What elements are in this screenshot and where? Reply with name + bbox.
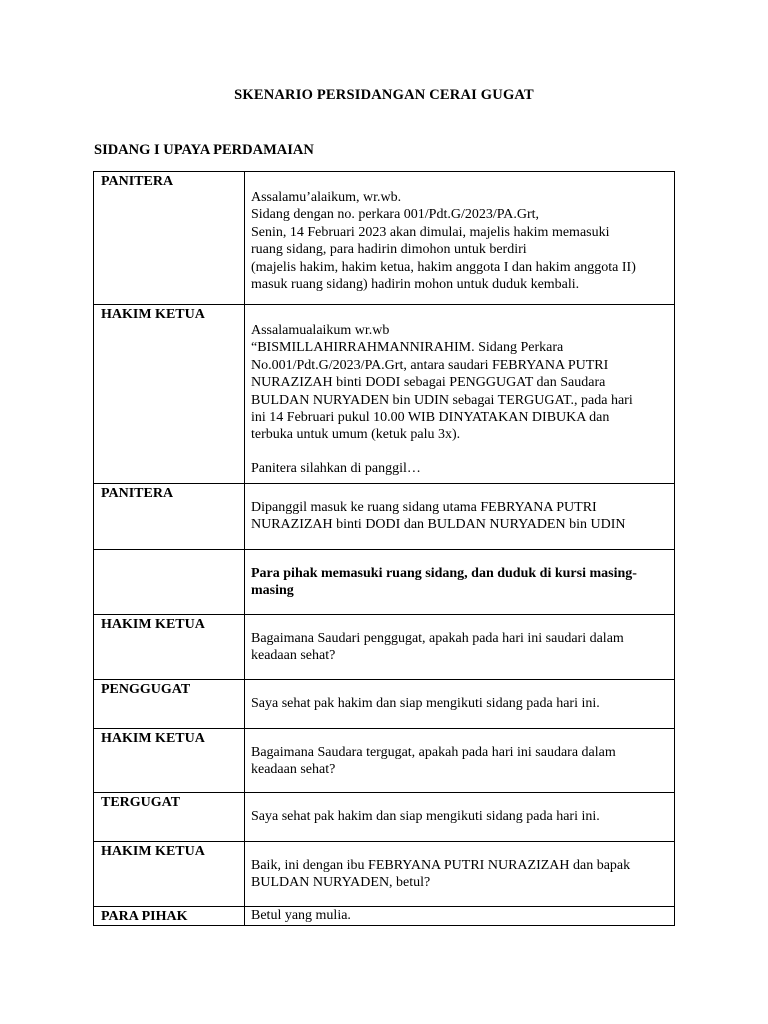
script-table [93,171,675,926]
speech-cell: Bagaimana Saudari penggugat, apakah pada hari ini saudari dalam keadaan sehat? [245,615,675,680]
speech-cell: Saya sehat pak hakim dan siap mengikuti sidang pada hari ini. [245,680,675,729]
section-title: SIDANG I UPAYA PERDAMAIAN [94,142,314,158]
speaker-cell: PENGGUGAT [94,680,245,729]
speech-cell: Dipanggil masuk ke ruang sidang utama FEBRYANA PUTRI NURAZIZAH binti DODI dan BULDAN NURYADEN bin UDIN [245,484,675,550]
speaker-cell: HAKIM KETUA [94,305,245,484]
speaker-cell: HAKIM KETUA [94,729,245,793]
speaker-cell: TERGUGAT [94,793,245,842]
speech-cell: Bagaimana Saudara tergugat, apakah pada hari ini saudara dalam keadaan sehat? [245,729,675,793]
table-row [94,305,675,484]
table-row [94,484,675,550]
speaker-cell: PARA PIHAK [94,907,245,926]
speaker-cell: HAKIM KETUA [94,615,245,680]
table-row [94,172,675,305]
speaker-cell: PANITERA [94,484,245,550]
speech-cell: Assalamu’alaikum, wr.wb. Sidang dengan no. perkara 001/Pdt.G/2023/PA.Grt, Senin, 14 Februari 2023 akan dimulai, majelis hakim memasuki ruang sidang, para hadirin dimohon untuk berdiri (majelis hakim, hakim ketua, hakim anggota I dan hakim anggota II) masuk ruang sidang) hadirin mohon untuk duduk kembali. [245,172,675,305]
speech-cell: Baik, ini dengan ibu FEBRYANA PUTRI NURAZIZAH dan bapak BULDAN NURYADEN, betul? [245,842,675,907]
speaker-cell [94,550,245,615]
speech-cell: Assalamualaikum wr.wb “BISMILLAHIRRAHMANNIRAHIM. Sidang Perkara No.001/Pdt.G/2023/PA.Grt, antara saudari FEBRYANA PUTRI NURAZIZAH binti DODI sebagai PENGGUGAT dan Saudara BULDAN NURYADEN bin UDIN sebagai TERGUGAT., pada hari ini 14 Februari pukul 10.00 WIB DINYATAKAN DIBUKA dan terbuka untuk umum (ketuk palu 3x). Panitera silahkan di panggil… [245,305,675,484]
table-row [94,550,675,615]
table-row [94,842,675,907]
table-row [94,680,675,729]
stage-direction-cell: Para pihak memasuki ruang sidang, dan duduk di kursi masing- masing [245,550,675,615]
speaker-cell: PANITERA [94,172,245,305]
document-title: SKENARIO PERSIDANGAN CERAI GUGAT [234,87,534,103]
speech-cell: Saya sehat pak hakim dan siap mengikuti sidang pada hari ini. [245,793,675,842]
speech-cell: Betul yang mulia. [245,907,675,926]
table-row [94,793,675,842]
table-row [94,729,675,793]
speaker-cell: HAKIM KETUA [94,842,245,907]
table-row [94,907,675,926]
table-row [94,615,675,680]
